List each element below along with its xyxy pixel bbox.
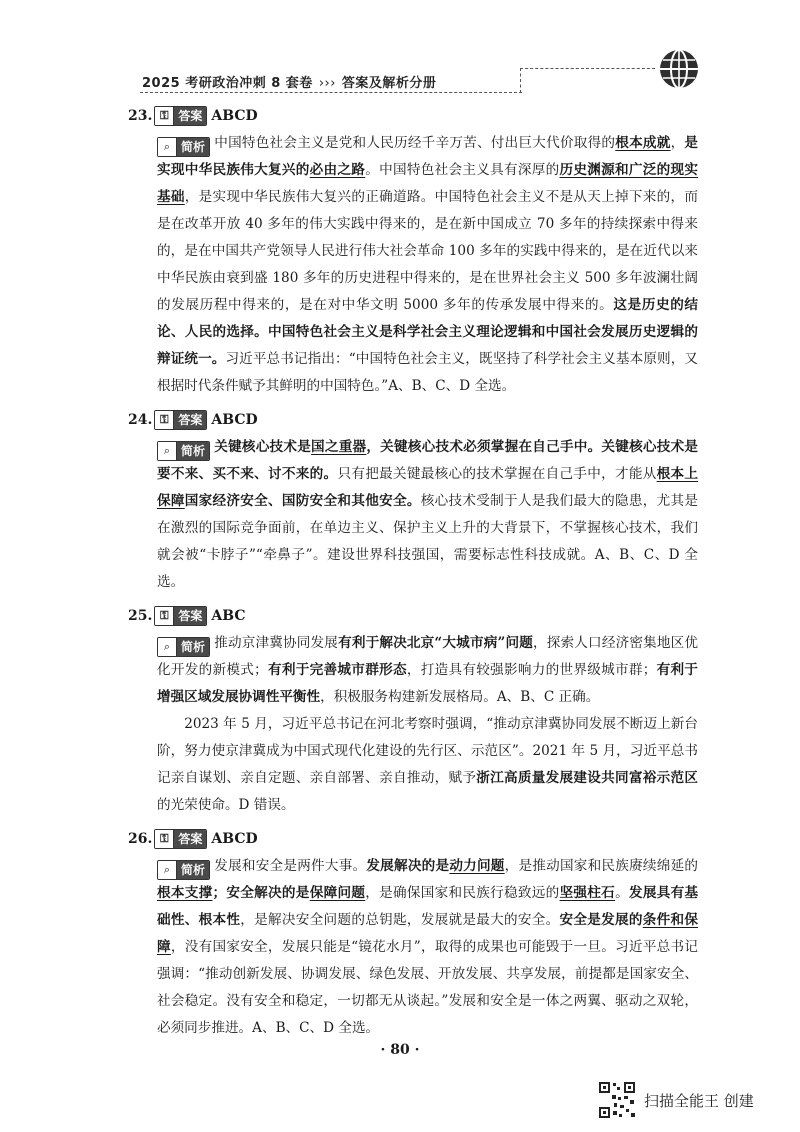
analysis-paragraph xyxy=(128,711,698,819)
scanner-watermark xyxy=(598,1080,754,1120)
answer-value: ABCD xyxy=(211,108,258,124)
answer-tag-label: 答案 xyxy=(174,107,206,125)
answer-tag xyxy=(154,829,207,849)
emphasis-text: 根本上保障 xyxy=(157,466,699,509)
question-number: 26. xyxy=(128,831,153,847)
globe-icon xyxy=(656,46,702,92)
magnifier-icon: ⌕ xyxy=(158,138,177,156)
analysis-text: ，是实现中华民族伟大复兴的正确道路。中国特色社会主义不是从天上掉下来的，而是在改革开放 40 多年的伟大实践中得来的，是在新中国成立 70 多年的持续探索中得来的，是在中国共产党领导人民进行伟大社会革命 100 多年的实践中得来的，是在近代以来中华民族由衰到盛 180 多年的历史进程中得来的，是在世界社会主义 500 多年波澜壮阔的发展历程中得来的，是在对中华文明 5000 多年的传承发展中得来的。 xyxy=(157,189,699,313)
analysis-text: ，是推动国家和民族赓续绵延的 xyxy=(504,858,698,874)
question-block xyxy=(128,406,698,596)
question-header xyxy=(128,602,698,630)
key-icon: ⚿ xyxy=(155,607,174,625)
question-header xyxy=(128,825,698,853)
question-number: 25. xyxy=(128,608,153,624)
analysis-paragraph xyxy=(128,434,698,596)
emphasis-text: 有利于增强区域发展协调性平衡性 xyxy=(157,662,699,705)
emphasis-text: 有利于完善城市群形态 xyxy=(267,662,407,678)
emphasis-text: 历史渊源和广泛的现实基础 xyxy=(157,162,699,205)
analysis-tag-label: 简析 xyxy=(177,138,209,156)
answer-tag xyxy=(154,106,207,126)
analysis-text: ，积极服务构建新发展格局。A、B、C 正确。 xyxy=(320,689,600,705)
analysis-text: 习近平总书记指出：“中国特色社会主义，既坚持了科学社会主义基本原则，又根据时代条件赋予其鲜明的中国特色。”A、B、C、D 全选。 xyxy=(157,351,698,394)
magnifier-icon: ⌕ xyxy=(158,442,177,460)
question-block xyxy=(128,602,698,819)
analysis-tag-label: 简析 xyxy=(177,861,209,879)
emphasis-text: ；安全解决的是 xyxy=(212,885,310,901)
analysis-text: ，是确保国家和民族行稳致远的 xyxy=(365,885,560,901)
key-icon: ⚿ xyxy=(155,830,174,848)
question-block xyxy=(128,102,698,400)
analysis-paragraph xyxy=(128,130,698,400)
analysis-paragraph xyxy=(128,630,698,711)
emphasis-text: 条件和保障 xyxy=(157,912,699,955)
question-header xyxy=(128,102,698,130)
answer-tag-label: 答案 xyxy=(174,830,206,848)
answer-tag-label: 答案 xyxy=(174,411,206,429)
header-rule xyxy=(140,92,522,93)
analysis-text: 推动京津冀协同发展 xyxy=(214,635,339,651)
analysis-text: ，打造具有较强影响力的世界级城市群； xyxy=(406,662,657,678)
question-number: 24. xyxy=(128,412,153,428)
analysis-tag xyxy=(157,637,210,657)
page-number: · 80 · xyxy=(380,1042,420,1058)
analysis-text: 。中国特色社会主义具有深厚的 xyxy=(365,162,560,178)
watermark-text: 扫描全能王 创建 xyxy=(644,1091,754,1110)
analysis-tag-label: 简析 xyxy=(177,442,209,460)
analysis-text: 2023 年 5 月，习近平总书记在河北考察时强调，“推动京津冀协同发展不断迈上新台阶，努力使京津冀成为中国式现代化建设的先行区、示范区”。2021 年 5 月，习近平总书记亲自谋划、亲自定题、亲自部署、亲自推动，赋予 xyxy=(157,716,698,786)
key-icon: ⚿ xyxy=(155,411,174,429)
answer-section xyxy=(128,102,698,1048)
question-number: 23. xyxy=(128,108,153,124)
analysis-text: ，探索人口经济密集地区优化开发的新模式； xyxy=(157,635,699,678)
emphasis-text: 国家经济安全、国防安全和其他安全。 xyxy=(184,493,421,509)
question-header xyxy=(128,406,698,434)
analysis-text: 核心技术受制于人是我们最大的隐患，尤其是在激烈的国际竞争面前，在单边主义、保护主义上升的大背景下，不掌握核心技术，我们就会被“卡脖子”“牵鼻子”。建设世界科技强国，需要标志性科技成就。A、B、C、D 全选。 xyxy=(157,493,699,590)
answer-tag xyxy=(154,410,207,430)
analysis-text: ， xyxy=(670,135,685,151)
question-block xyxy=(128,825,698,1042)
emphasis-text: 有利于解决北京“大城市病”问题 xyxy=(338,635,533,651)
emphasis-text: 这是历史的结论、人民的选择。中国特色社会主义是科学社会主义理论逻辑和中国社会发展历史逻辑的辩证统一。 xyxy=(157,297,698,367)
emphasis-text: 根本支撑 xyxy=(157,885,213,901)
analysis-text: ，没有国家安全，发展只能是“镜花水月”，取得的成果也可能毁于一旦。习近平总书记强调：“推动创新发展、协调发展、绿色发展、开放发展、共享发展，前提都是国家安全、社会稳定。没有安全和稳定，一切都无从谈起。”发展和安全是一体之两翼、驱动之双轮，必须同步推进。A、B、C、D 全选。 xyxy=(157,939,699,1036)
analysis-tag xyxy=(157,860,210,880)
analysis-tag-label: 简析 xyxy=(177,638,209,656)
emphasis-text: 动力问题 xyxy=(449,858,505,874)
analysis-paragraph xyxy=(128,853,698,1042)
answer-tag-label: 答案 xyxy=(174,607,206,625)
analysis-text: 。 xyxy=(615,885,629,901)
key-icon: ⚿ xyxy=(155,107,174,125)
analysis-text: 中国特色社会主义是党和人民历经千辛万苦、付出巨大代价取得的 xyxy=(214,135,616,151)
emphasis-text: 发展具有基础性、根本性 xyxy=(157,885,699,928)
emphasis-text: 安全是发展的 xyxy=(559,912,643,928)
emphasis-text: 关键核心技术是 xyxy=(214,439,312,455)
analysis-text: 发展和安全是两件大事。 xyxy=(214,858,367,874)
header-separator: ››› xyxy=(318,76,336,91)
header-title: 2025 考研政治冲刺 8 套卷 xyxy=(142,76,313,91)
emphasis-text: 保障问题 xyxy=(309,885,366,901)
answer-value: ABC xyxy=(211,608,246,624)
emphasis-text: 必由之路 xyxy=(309,162,366,178)
magnifier-icon: ⌕ xyxy=(158,861,177,879)
running-header xyxy=(142,72,436,91)
emphasis-text: ，关键核心技术必须掌握在自己手中。关键核心技术是要不来、买不来、讨不来的。 xyxy=(157,439,698,482)
analysis-text: ，是解决安全问题的总钥匙，发展就是最大的安全。 xyxy=(240,912,560,928)
header-subtitle: 答案及解析分册 xyxy=(341,76,437,91)
analysis-tag xyxy=(157,441,210,461)
analysis-text: 的光荣使命。D 错误。 xyxy=(157,797,295,813)
magnifier-icon: ⌕ xyxy=(158,638,177,656)
header-rule-step xyxy=(520,68,523,93)
answer-value: ABCD xyxy=(211,831,258,847)
emphasis-text: 是实现中华民族伟大复兴的 xyxy=(157,135,698,178)
answer-tag xyxy=(154,606,207,626)
header-rule-upper xyxy=(520,68,655,69)
answer-value: ABCD xyxy=(211,412,258,428)
emphasis-text: 发展解决的是 xyxy=(366,858,450,874)
analysis-text: 只有把最关键最核心的技术掌握在自己手中，才能从 xyxy=(337,466,657,482)
emphasis-text: 坚强柱石 xyxy=(559,885,616,901)
emphasis-text: 浙江高质量发展建设共同富裕示范区 xyxy=(476,770,698,786)
analysis-tag xyxy=(157,137,210,157)
emphasis-text: 根本成就 xyxy=(615,135,671,151)
qr-code-icon xyxy=(598,1081,636,1119)
emphasis-text: 国之重器 xyxy=(311,439,367,455)
